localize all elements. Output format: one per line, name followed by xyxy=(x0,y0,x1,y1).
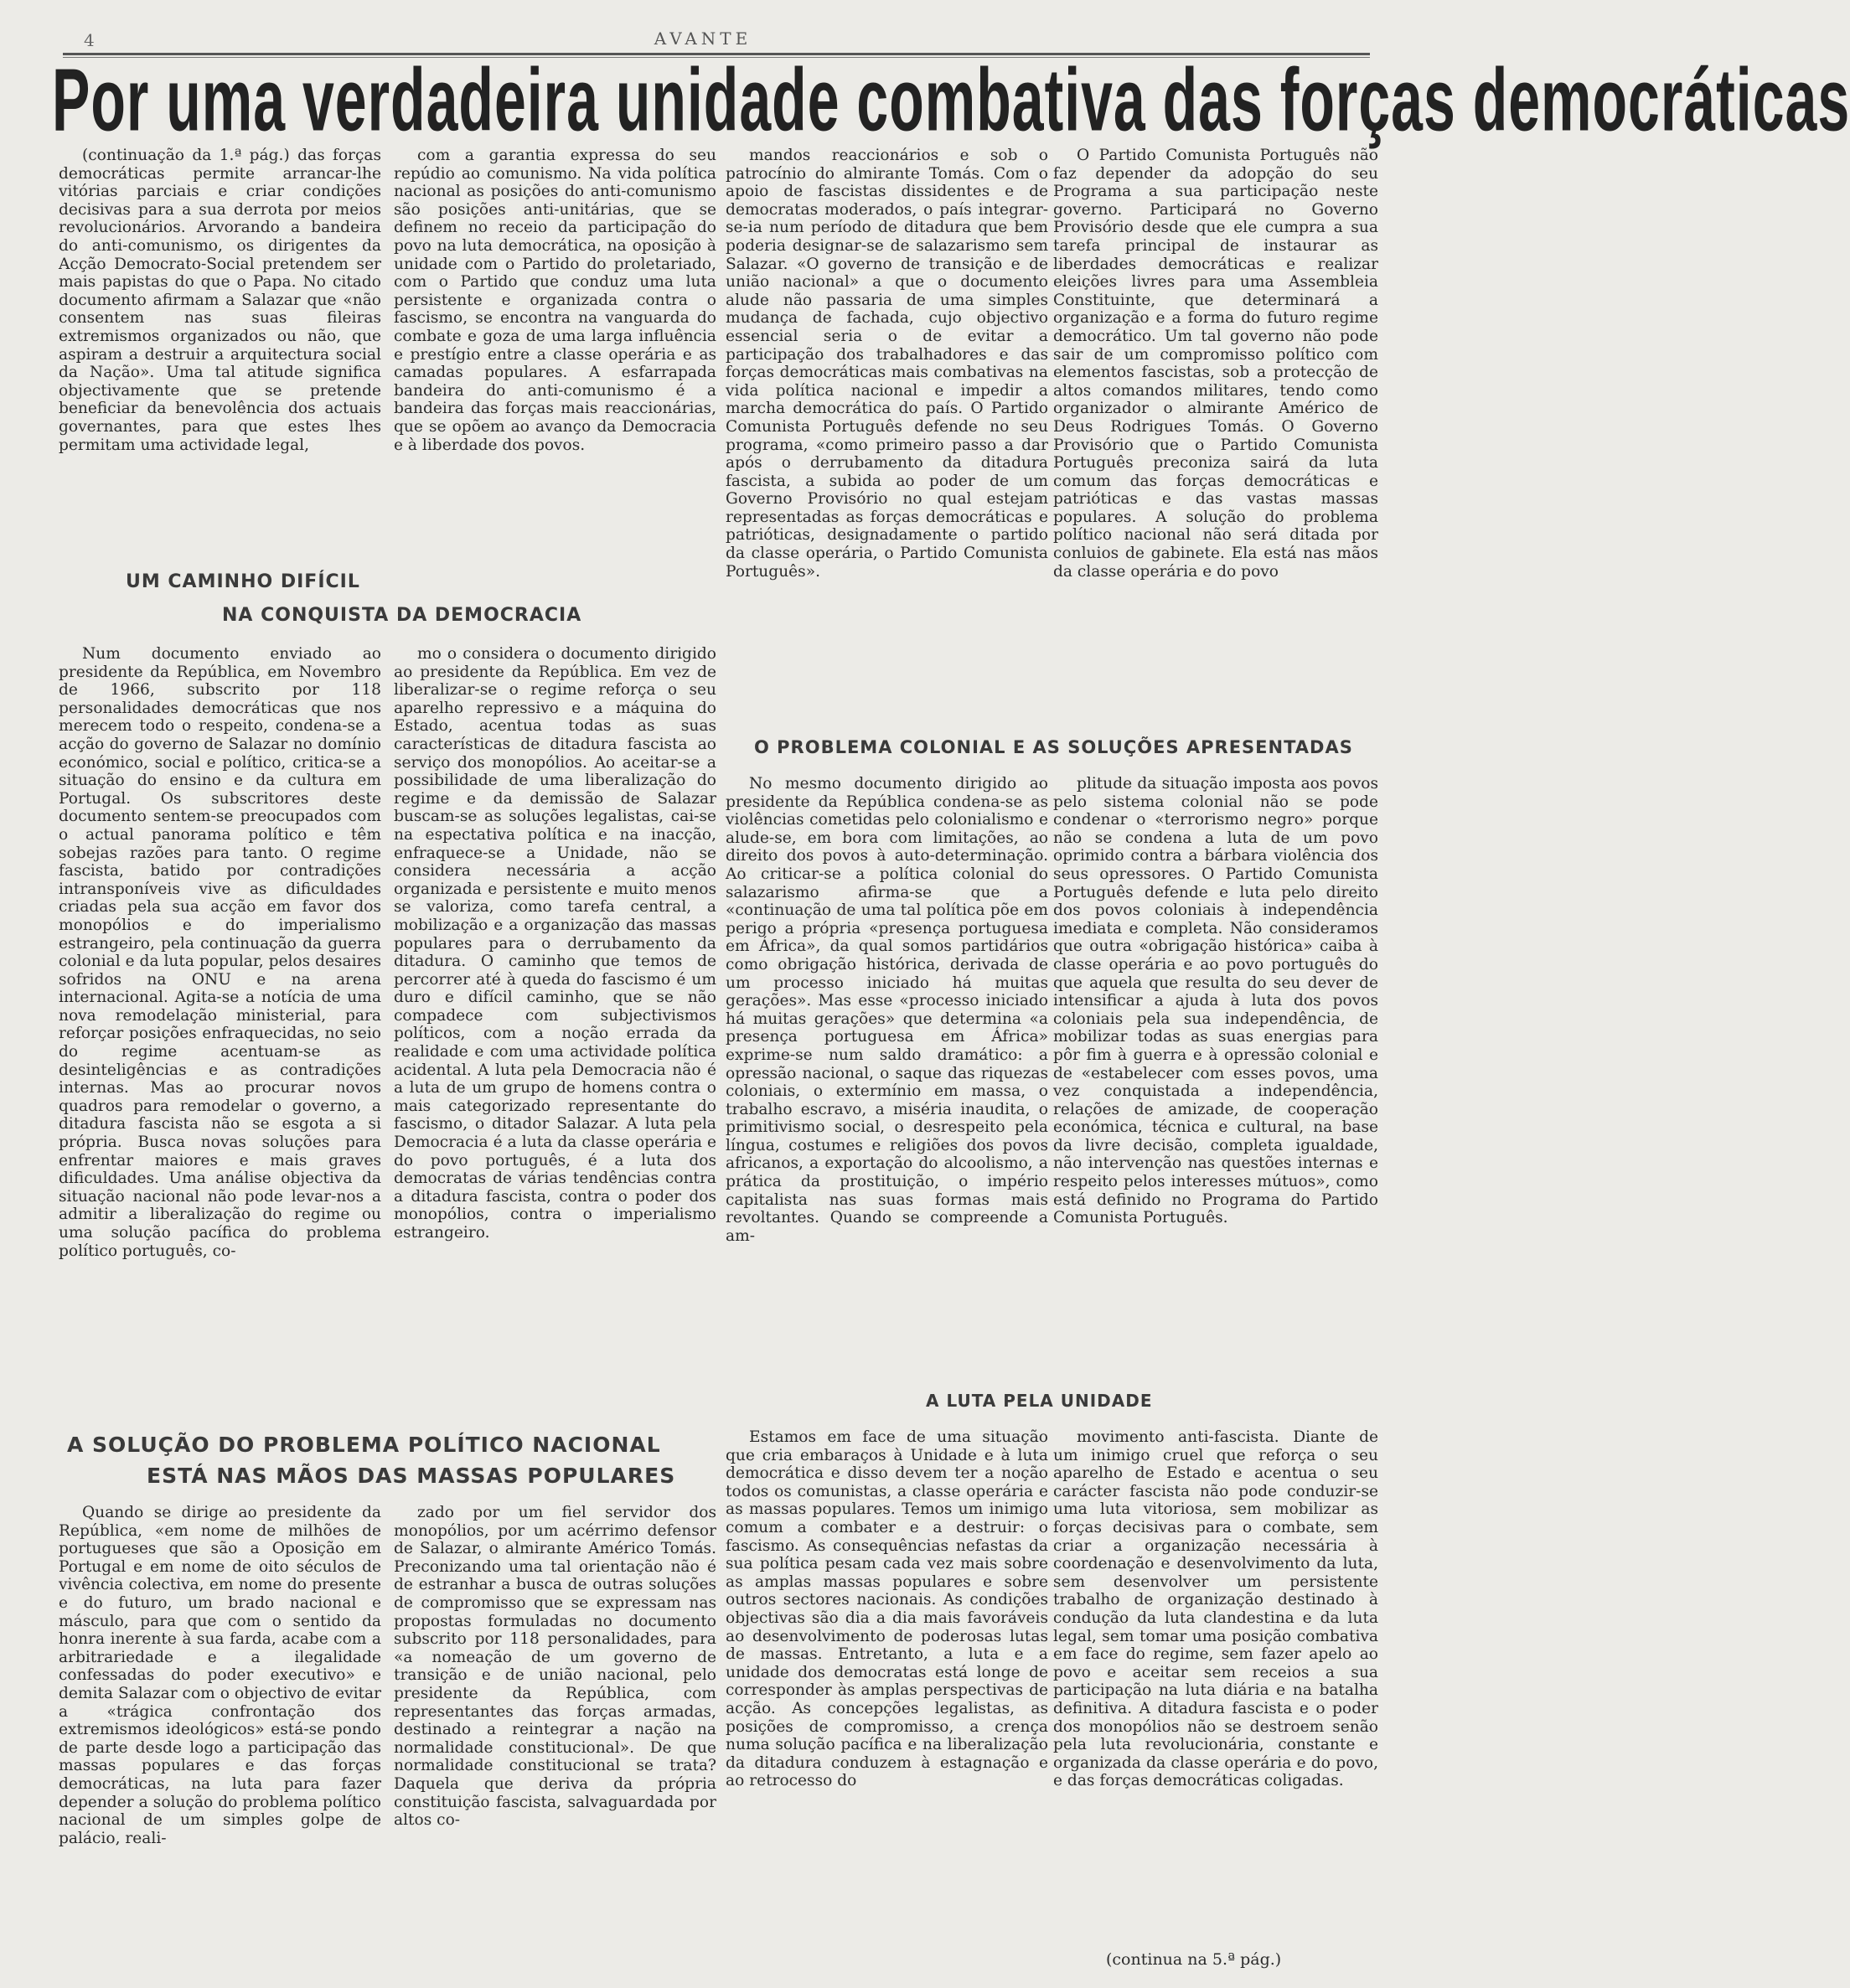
article-column-4-top: O Partido Comunista Português não faz depender da adopção do seu Programa a sua participação neste governo. Participará no Governo Provisório desde que ele cumpra a sua tarefa principal de instaurar as liberdades democráticas e realizar eleições livres para uma Assembleia Constituinte, que determinará a organização e a forma do futuro regime democrático. Um tal governo não pode sair de um compromisso político com elementos fascistas, sob a protecção de altos comandos militares, tendo como organizador o almirante Américo de Deus Rodrigues Tomás. O Governo Provisório que o Partido Comunista Português preconiza sairá da luta comum das forças democráticas e patrióticas e das vastas massas populares. A solução do problema político nacional não será ditada por conluios de gabinete. Ela está nas mãos da classe operária e do povo xyxy=(1053,147,1378,581)
subhead-solucao-line1: A SOLUÇÃO DO PROBLEMA POLÍTICO NACIONAL xyxy=(67,1433,661,1457)
subhead-colonial: O PROBLEMA COLONIAL E AS SOLUÇÕES APRESENTADAS xyxy=(754,737,1353,757)
article-column-2-mid: mo o considera o documento dirigido ao presidente da República. Em vez de liberalizar-se o regime reforça o seu aparelho repressivo e a máquina do Estado, acentua todas as suas características de ditadura fascista ao serviço dos monopólios. Ao aceitar-se a possibilidade de uma liberalização do regime e da demissão de Salazar buscam-se as soluções legalistas, cai-se na espectativa política e na inacção, enfraquece-se a Unidade, não se considera necessária a acção organizada e persistente e muito menos se valoriza, como tarefa central, a mobilização e a organização das massas populares para o derrubamento da ditadura. O caminho que temos de percorrer até à queda do fascismo é um duro e difícil caminho, que se não compadece com subjectivismos políticos, com a noção errada da realidade e com uma actividade política acidental. A luta pela Democracia não é a luta de um grupo de homens contra o mais categorizado representante do fascismo, o ditador Salazar. A luta pela Democracia é a luta da classe operária e do povo português, é a luta dos democratas de várias tendências contra a ditadura fascista, contra o poder dos monopólios, contra o imperialismo estrangeiro. xyxy=(394,645,716,1242)
subhead-caminho-line1: UM CAMINHO DIFÍCIL xyxy=(126,571,360,592)
continuation-note: (continua na 5.ª pág.) xyxy=(1106,1950,1282,1969)
subhead-caminho-line2: NA CONQUISTA DA DEMOCRACIA xyxy=(222,605,582,626)
article-column-1-mid: Num documento enviado ao presidente da República, em Novembro de 1966, subscrito por 118 personalidades democráticas que nos merecem todo o respeito, condena-se a acção do governo de Salazar no domínio económico, social e político, critica-se a situação do ensino e da cultura em Portugal. Os subscritores deste documento sentem-se preocupados com o actual panorama político e têm sobejas razões para tanto. O regime fascista, batido por contradições intransponíveis vive as dificuldades criadas pela sua acção em favor dos monopólios e do imperialismo estrangeiro, pela continuação da guerra colonial e da luta popular, pelos desaires sofridos na ONU e na arena internacional. Agita-se a notícia de uma nova remodelação ministerial, para reforçar posições enfraquecidas, no seio do regime acentuam-se as desinteligências e as contradições internas. Mas ao procurar novos quadros para remodelar o governo, a ditadura fascista não se esgota a si própria. Busca novas soluções para enfrentar maiores e mais graves dificuldades. Uma análise objectiva da situação nacional não pode levar-nos a admitir a liberalização do regime ou uma solução pacífica do problema político português, co- xyxy=(59,645,381,1260)
article-column-2-top: com a garantia expressa do seu repúdio ao comunismo. Na vida política nacional as posições do anti-comunismo são posições anti-unitárias, que se definem no receio da participação do povo na luta democrática, na oposição à unidade com o Partido do proletariado, com o Partido que conduz uma luta persistente e organizada contra o fascismo, se encontra na vanguarda do combate e goza de uma larga influência e prestígio entre a classe operária e as camadas populares. A esfarrapada bandeira do anti-comunismo é a bandeira das forças mais reaccionárias, que se opõem ao avanço da Democracia e à liberdade dos povos. xyxy=(394,147,716,454)
article-column-1-bottom: Quando se dirige ao presidente da República, «em nome de milhões de portugueses que são a Oposição em Portugal e em nome de oito séculos de vivência colectiva, em nome do presente e do futuro, um brado nacional e másculo, para que com o sentido da honra inerente à sua farda, acabe com a arbitrariedade e a ilegalidade confessadas do poder executivo» e demita Salazar com o objectivo de evitar a «trágica confrontação dos extremismos ideológicos» está-se pondo de parte desde logo a participação das massas populares e das forças democráticas, na luta para fazer depender a solução do problema político nacional de um simples golpe de palácio, reali- xyxy=(59,1504,381,1847)
article-column-3-top: mandos reaccionários e sob o patrocínio do almirante Tomás. Com o apoio de fascistas dissidentes e de democratas moderados, o país integrar-se-ia num período de ditadura que bem poderia designar-se de salazarismo sem Salazar. «O governo de transição e de união nacional» a que o documento alude não passaria de uma simples mudança de fachada, cujo objectivo essencial seria o de evitar a participação dos trabalhadores e das forças democráticas mais combativas na vida política nacional e impedir a marcha democrática do país. O Partido Comunista Português defende no seu programa, «como primeiro passo a dar após o derrubamento da ditadura fascista, a subida ao poder de um Governo Provisório no qual estejam representadas as forças democráticas e patrióticas, designadamente o partido da classe operária, o Partido Comunista Português». xyxy=(726,147,1048,581)
article-column-4-bottom: movimento anti-fascista. Diante de um inimigo cruel que reforça o seu aparelho de Estado e acentua o seu carácter fascista não pode conduzir-se uma luta vitoriosa, sem mobilizar as forças decisivas para o combate, sem criar a organização necessária à coordenação e desenvolvimento da luta, sem desenvolver um persistente trabalho de organização destinado à condução da luta clandestina e da luta legal, sem tomar uma posição combativa em face do regime, sem fazer apelo ao povo e aceitar sem receios a sua participação na luta diária e na batalha definitiva. A ditadura fascista e o poder dos monopólios não se destroem senão pela luta revolucionária, constante e organizada da classe operária e do povo, e das forças democráticas coligadas. xyxy=(1053,1428,1378,1790)
article-column-1-top: (continuação da 1.ª pág.) das forças democráticas permite arrancar-lhe vitórias parciais e criar condições decisivas para a sua derrota por meios revolucionários. Arvorando a bandeira do anti-comunismo, os dirigentes da Acção Democrato-Social pretendem ser mais papistas do que o Papa. No citado documento afirmam a Salazar que «não consentem nas suas fileiras extremismos organizados ou não, que aspiram a destruir a arquitectura social da Nação». Uma tal atitude significa objectivamente que se pretende beneficiar da benevolência dos actuais governantes, para que estes lhes permitam uma actividade legal, xyxy=(59,147,381,454)
subhead-unidade: A LUTA PELA UNIDADE xyxy=(926,1391,1153,1411)
running-head: AVANTE xyxy=(654,28,752,49)
article-column-4-mid: plitude da situação imposta aos povos pelo sistema colonial não se pode condenar o «terrorismo negro» porque não se condena a luta de um povo oprimido contra a bárbara violência dos seus opressores. O Partido Comunista Português defende e luta pelo direito dos povos coloniais à independência imediata e completa. Não consideramos que outra «obrigação histórica» caiba à classe operária e ao povo português do que aquela que resulta do seu dever de intensificar a ajuda à luta dos povos coloniais pela sua independência, de mobilizar todas as suas energias para pôr fim à guerra e à opressão colonial e de «estabelecer com esses povos, uma vez conquistada a independência, relações de amizade, de cooperação económica, técnica e cultural, na base da livre decisão, completa igualdade, não intervenção nas questões internas e respeito pelos interesses mútuos», como está definido no Programa do Partido Comunista Português. xyxy=(1053,775,1378,1227)
article-column-3-mid: No mesmo documento dirigido ao presidente da República condena-se as violências cometidas pelo colonialismo e alude-se, em bora com limitações, ao direito dos povos à auto-determinação. Ao criticar-se a política colonial do salazarismo afirma-se que a «continuação de uma tal política põe em perigo a própria «presença portuguesa em África», da qual somos partidários como obrigação histórica, derivada de um processo iniciado há muitas gerações». Mas esse «processo iniciado há muitas gerações» que determina «a presença portuguesa em África» exprime-se num saldo dramático: a opressão nacional, o saque das riquezas coloniais, o extermínio em massa, o trabalho escravo, a miséria inaudita, o primitivismo social, o desrespeito pela língua, costumes e religiões dos povos africanos, a exportação do alcoolismo, a prática da prostituição, o império capitalista nas suas formas mais revoltantes. Quando se compreende a am- xyxy=(726,775,1048,1245)
article-column-2-bottom: zado por um fiel servidor dos monopólios, por um acérrimo defensor de Salazar, o almirante Américo Tomás. Preconizando uma tal orientação não é de estranhar a busca de outras soluções de compromisso que se expressam nas propostas formuladas no documento subscrito por 118 personalidades, para «a nomeação de um governo de transição e de união nacional, pelo presidente da República, com representantes das forças armadas, destinado a reintegrar a nação na normalidade constitucional». De que normalidade constitucional se trata? Daquela que deriva da própria constituição fascista, salvaguardada por altos co- xyxy=(394,1504,716,1830)
subhead-solucao-line2: ESTÁ NAS MÃOS DAS MASSAS POPULARES xyxy=(147,1464,676,1488)
headline: Por uma verdadeira unidade combativa das forças democráticas xyxy=(52,51,1850,150)
page-number: 4 xyxy=(84,30,95,50)
article-column-3-bottom: Estamos em face de uma situação que cria embaraços à Unidade e à luta democrática e disso devem ter a noção todos os comunistas, a classe operária e as massas populares. Temos um inimigo comum a combater e a destruir: o fascismo. As consequências nefastas da sua política pesam cada vez mais sobre as amplas massas populares e sobre outros sectores nacionais. As condições objectivas são dia a dia mais favoráveis ao desenvolvimento de poderosas lutas de massas. Entretanto, a luta e a unidade dos democratas está longe de corresponder às amplas perspectivas de acção. As concepções legalistas, as posições de compromisso, a crença numa solução pacífica e na liberalização da ditadura conduzem à estagnação e ao retrocesso do xyxy=(726,1428,1048,1790)
